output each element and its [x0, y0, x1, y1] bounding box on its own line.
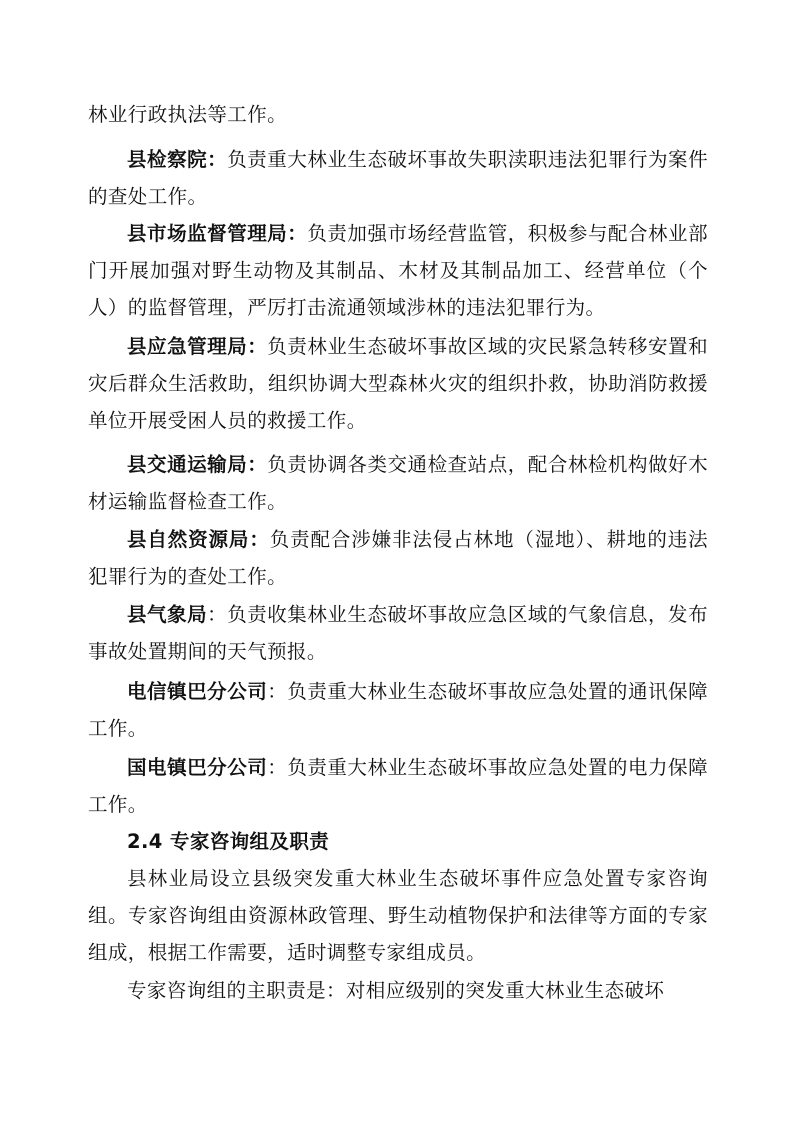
paragraph-lead: 县应急管理局：: [127, 335, 268, 358]
paragraph-market-regulation: [88, 215, 708, 326]
paragraph-text: 负责加强市场经营监管，积极参与配合林业部门开展加强对野生动物及其制品、木材及其制品加工、经营单位（个人）的监督管理，严厉打击流通领域涉林的违法犯罪行为。: [88, 222, 708, 319]
paragraph-text: 负责重大林业生态破坏事故失职渎职违法犯罪行为案件的查处工作。: [88, 148, 708, 208]
paragraph-lead: 县自然资源局：: [127, 528, 270, 551]
paragraph-emergency-management: [88, 328, 708, 439]
paragraph-continuation: [88, 96, 708, 133]
section-heading: 2.4 专家咨询组及职责: [127, 830, 330, 853]
paragraph-text: 负责协调各类交通检查站点，配合林检机构做好木材运输监督检查工作。: [88, 453, 708, 513]
paragraph-text: 专家咨询组的主职责是：对相应级别的突发重大林业生态破坏: [127, 979, 665, 1002]
paragraph-procuratorate: [88, 141, 708, 215]
paragraph-transport: [88, 446, 708, 520]
paragraph-text: ：负责重大林业生态破坏事故应急处置的通讯保障工作。: [88, 680, 708, 740]
paragraph-text: 林业行政执法等工作。: [88, 103, 288, 126]
paragraph-expert-duties: [88, 972, 708, 1009]
paragraph-text: ：负责收集林业生态破坏事故应急区域的气象信息，发布事故处置期间的天气预报。: [88, 603, 708, 663]
paragraph-text: 负责林业生态破坏事故区域的灾民紧急转移安置和灾后群众生活救助，组织协调大型森林火灾的组织扑救，协助消防救援单位开展受困人员的救援工作。: [88, 335, 708, 432]
paragraph-lead: 电信镇巴分公司: [127, 680, 268, 703]
paragraph-text: ：负责重大林业生态破坏事故应急处置的电力保障工作。: [88, 756, 708, 816]
paragraph-lead: 国电镇巴分公司: [127, 756, 268, 779]
paragraph-text: 负责配合涉嫌非法侵占林地（湿地）、耕地的违法犯罪行为的查处工作。: [88, 528, 708, 588]
paragraph-lead: 县市场监督管理局：: [127, 222, 308, 245]
paragraph-meteorology: [88, 596, 708, 670]
paragraph-telecom: [88, 673, 708, 747]
paragraph-natural-resources: [88, 521, 708, 595]
paragraph-lead: 县气象局: [127, 603, 208, 626]
paragraph-lead: 县交通运输局：: [127, 453, 268, 476]
paragraph-text: 县林业局设立县级突发重大林业生态破坏事件应急处置专家咨询组。专家咨询组由资源林政管理、野生动植物保护和法律等方面的专家组成，根据工作需要，适时调整专家组成员。: [88, 867, 708, 964]
paragraph-lead: 县检察院：: [127, 148, 228, 171]
paragraph-power: [88, 749, 708, 823]
paragraph-expert-group: [88, 860, 708, 971]
